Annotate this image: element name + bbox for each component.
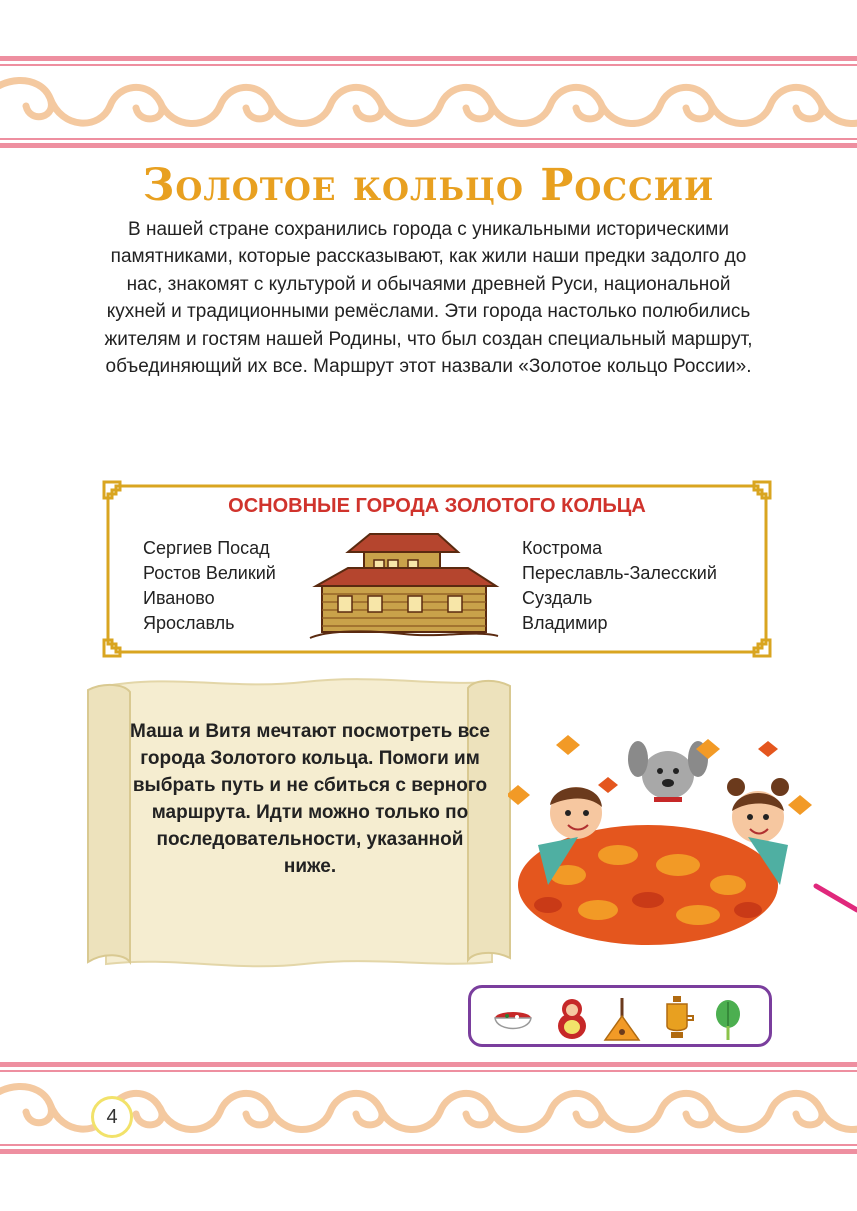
page-number: 4	[91, 1096, 133, 1138]
cabbage-icon	[713, 996, 743, 1042]
balalaika-icon	[603, 996, 641, 1042]
city-item: Ростов Великий	[143, 563, 276, 583]
kids-in-leaves-illustration	[508, 725, 832, 950]
task-text: Маша и Витя мечтают посмотреть все города Золотого кольца. Помоги им выбрать путь и не сбиться с верного маршрута. Идти можно только по последовательности, указанной ниже.	[130, 721, 490, 877]
cities-left-list	[143, 536, 276, 636]
cities-right-list	[522, 536, 717, 636]
city-item: Сергиев Посад	[143, 538, 270, 558]
cities-heading: ОСНОВНЫЕ ГОРОДА ЗОЛОТОГО КОЛЬЦА	[228, 495, 646, 517]
city-item: Иваново	[143, 588, 215, 608]
pen-tip-decoration	[812, 880, 857, 920]
page-title: Золотое кольцо России	[142, 160, 715, 211]
city-item: Ярославль	[143, 613, 235, 633]
sequence-icons-box	[468, 985, 772, 1047]
ornament-band-top	[0, 54, 857, 150]
intro-paragraph: В нашей стране сохранились города с уникальными историческими памятниками, которые рассказывают, как жили наши предки задолго до нас, знакомят с культурой и обычаями древней Руси, национальной кухней и традиционными ремёслами. Эти города настолько полюбились жителям и гостям нашей Родины, что был создан специальный маршрут, объединяющий их все. Маршрут этот назвали «Золотое кольцо России».	[104, 219, 753, 378]
bowl-icon	[491, 996, 535, 1040]
samovar-icon	[659, 996, 695, 1042]
matryoshka-icon	[555, 996, 589, 1040]
city-item: Кострома	[522, 538, 603, 558]
city-item: Переславль-Залесский	[522, 563, 717, 583]
city-item: Владимир	[522, 613, 608, 633]
wooden-house-illustration	[308, 530, 500, 642]
city-item: Суздаль	[522, 588, 593, 608]
